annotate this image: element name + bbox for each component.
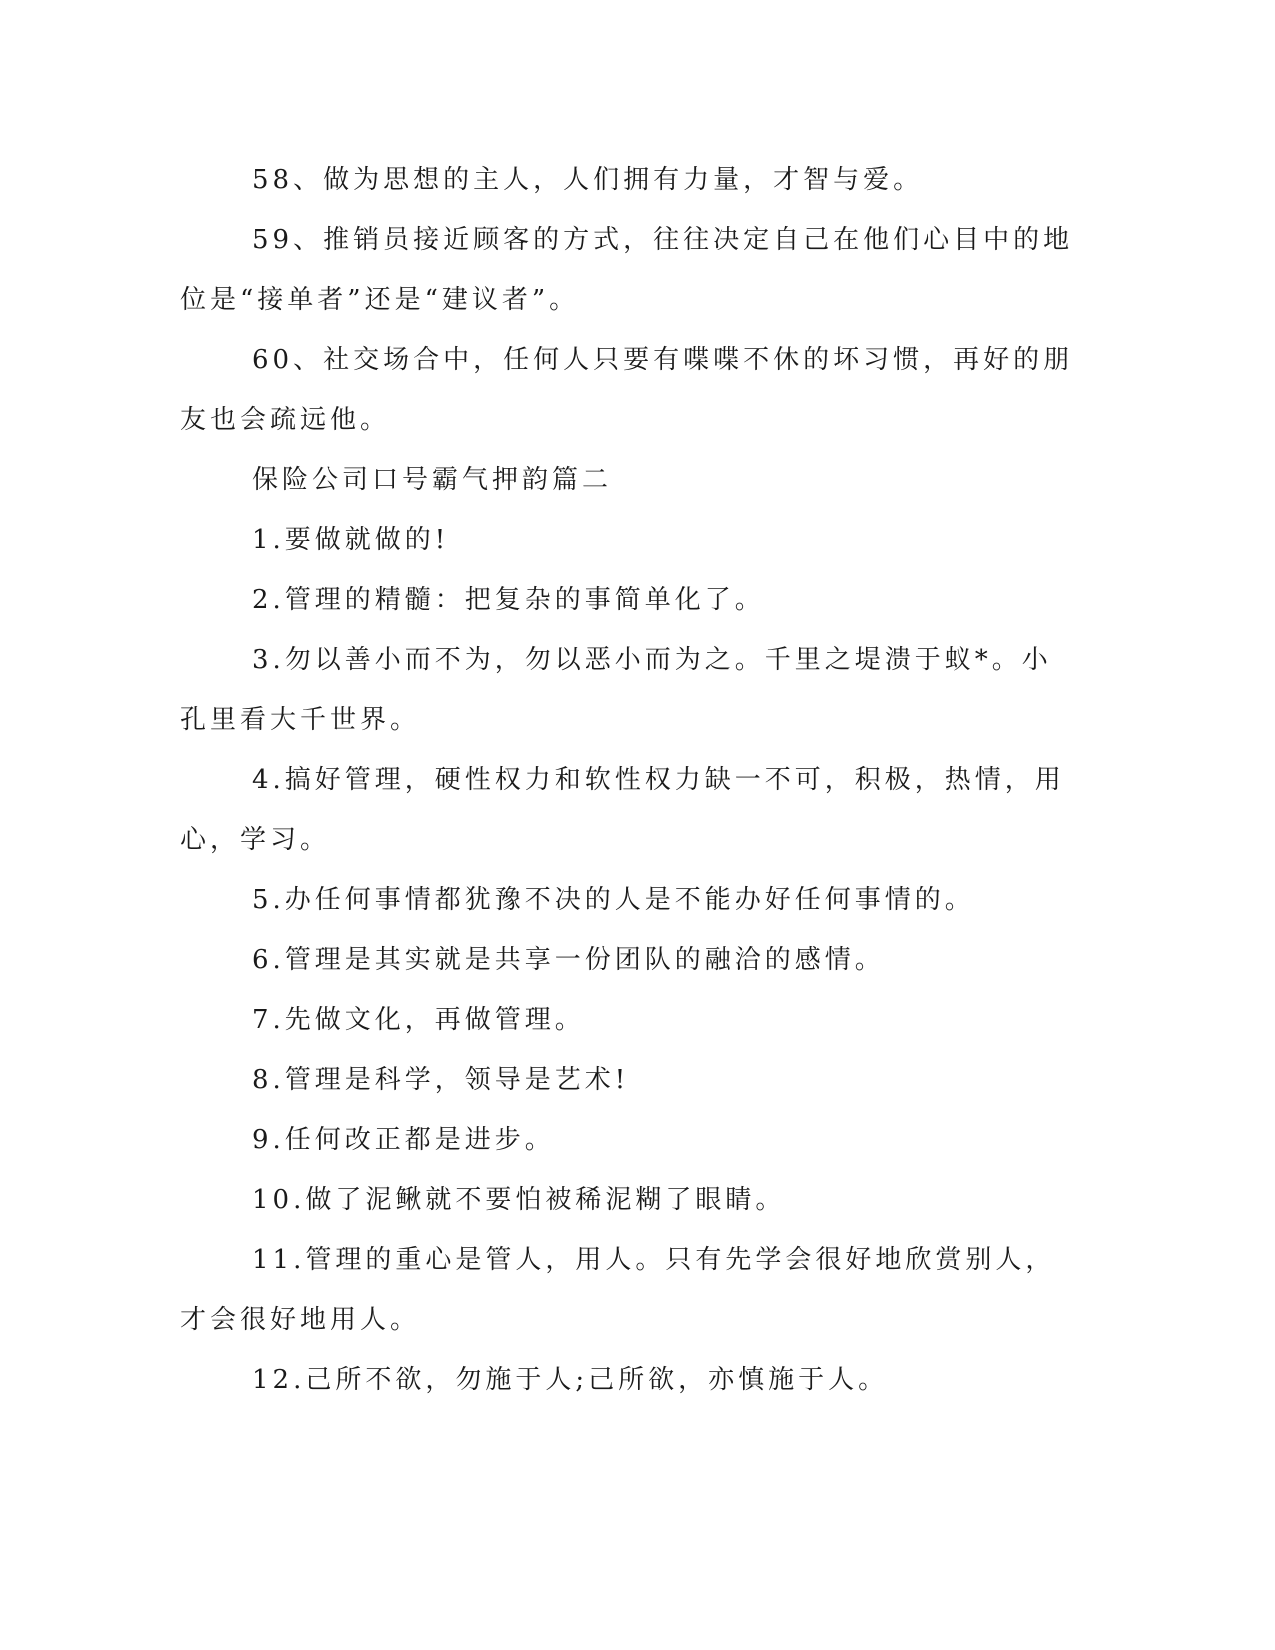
paragraph-59: 59、推销员接近顾客的方式，往往决定自己在他们心目中的地位是“接单者”还是“建议者”。 — [180, 225, 1074, 315]
list-item-9: 9.任何改正都是进步。 — [252, 1125, 555, 1155]
list-item-12: 12.己所不欲，勿施于人;己所欲，亦慎施于人。 — [252, 1365, 889, 1395]
list-item-4: 4.搞好管理，硬性权力和软性权力缺一不可，积极，热情，用心，学习。 — [180, 765, 1065, 855]
list-item-3: 3.勿以善小而不为，勿以恶小而为之。千里之堤溃于蚁*。小孔里看大千世界。 — [180, 645, 1052, 735]
document-body — [180, 150, 1080, 1410]
list-item-11: 11.管理的重心是管人，用人。只有先学会很好地欣赏别人，才会很好地用人。 — [180, 1245, 1056, 1335]
list-item-10: 10.做了泥鳅就不要怕被稀泥糊了眼睛。 — [252, 1185, 786, 1215]
list-item-5: 5.办任何事情都犹豫不决的人是不能办好任何事情的。 — [252, 885, 975, 915]
list-item-7: 7.先做文化，再做管理。 — [252, 1005, 585, 1035]
list-item-1: 1.要做就做的! — [252, 525, 450, 555]
section-heading: 保险公司口号霸气押韵篇二 — [252, 465, 613, 495]
paragraph-58: 58、做为思想的主人，人们拥有力量，才智与爱。 — [252, 165, 924, 195]
paragraph-60: 60、社交场合中，任何人只要有喋喋不休的坏习惯，再好的朋友也会疏远他。 — [180, 345, 1074, 435]
list-item-8: 8.管理是科学，领导是艺术! — [252, 1065, 630, 1095]
list-item-2: 2.管理的精髓：把复杂的事简单化了。 — [252, 585, 765, 615]
list-item-6: 6.管理是其实就是共享一份团队的融洽的感情。 — [252, 945, 885, 975]
